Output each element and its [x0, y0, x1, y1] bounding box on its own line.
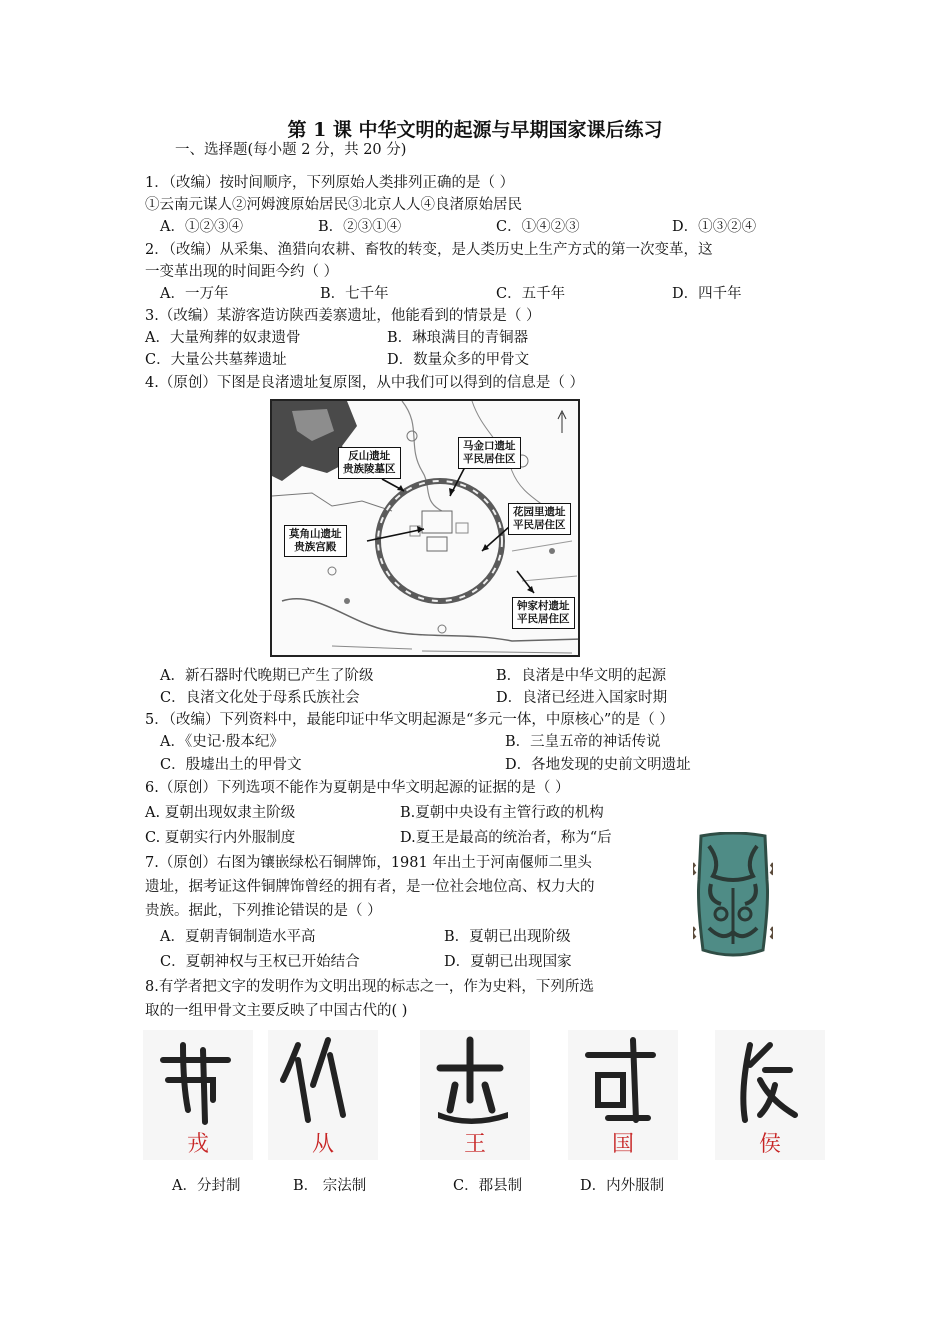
q4-option-d[interactable]: D．良渚已经进入国家时期 — [496, 690, 668, 706]
oracle-glyph-cong — [268, 1030, 378, 1160]
glyph-caption-cong: 从 — [311, 1132, 334, 1157]
q4-option-a[interactable]: A．新石器时代晚期已产生了阶级 — [160, 668, 374, 684]
map-label-zhongjiacun: 钟家村遗址 平民居住区 — [512, 597, 575, 629]
q8-option-a[interactable]: A．分封制 — [172, 1178, 241, 1194]
glyph-caption-hou: 侯 — [758, 1132, 781, 1157]
q7-option-a[interactable]: A．夏朝青铜制造水平高 — [160, 929, 316, 945]
q2-option-a[interactable]: A．一万年 — [160, 286, 229, 302]
q6-option-b[interactable]: B.夏朝中央设有主管行政的机构 — [400, 805, 604, 821]
glyph-caption-rong: 戎 — [186, 1132, 209, 1157]
q7-stem-line3: 贵族。据此，下列推论错误的是（ ） — [145, 903, 382, 919]
section-heading: 一、选择题(每小题 2 分，共 20 分) — [175, 142, 407, 158]
glyph-caption-guo: 国 — [611, 1132, 634, 1157]
q8-option-d[interactable]: D．内外服制 — [580, 1178, 665, 1194]
oracle-glyph-guo — [568, 1030, 678, 1160]
q2-option-d[interactable]: D．四千年 — [672, 286, 742, 302]
q5-stem: 5．（改编）下列资料中，最能印证中华文明起源是“多元一体，中原核心”的是（ ） — [145, 712, 674, 728]
q4-stem: 4.（原创）下图是良渚遗址复原图，从中我们可以得到的信息是（ ） — [145, 375, 584, 391]
q5-option-b[interactable]: B．三皇五帝的神话传说 — [505, 734, 661, 750]
q1-option-b[interactable]: B．②③①④ — [318, 219, 402, 235]
q3-option-a[interactable]: A．大量殉葬的奴隶遗骨 — [145, 330, 301, 346]
q7-stem-line1: 7.（原创）右图为镶嵌绿松石铜牌饰，1981 年出土于河南偃师二里头 — [145, 855, 592, 871]
map-label-fanshan: 反山遗址 贵族陵墓区 — [338, 447, 401, 479]
q7-option-b[interactable]: B．夏朝已出现阶级 — [444, 929, 571, 945]
q1-option-a[interactable]: A．①②③④ — [160, 219, 243, 235]
q7-stem-line2: 遗址，据考证这件铜牌饰曾经的拥有者，是一位社会地位高、权力大的 — [145, 879, 595, 895]
q8-option-b[interactable]: B． 宗法制 — [293, 1178, 367, 1194]
oracle-glyph-wang — [420, 1030, 530, 1160]
q6-option-d[interactable]: D.夏王是最高的统治者，称为“后 — [400, 830, 612, 846]
page-title: 第 1 课 中华文明的起源与早期国家课后练习 — [287, 119, 663, 141]
map-label-huayuanli: 花园里遗址 平民居住区 — [508, 503, 571, 535]
q4-option-c[interactable]: C．良渚文化处于母系氏族社会 — [160, 690, 360, 706]
q1-option-d[interactable]: D．①③②④ — [672, 219, 757, 235]
q3-option-b[interactable]: B．琳琅满目的青铜器 — [387, 330, 529, 346]
q5-option-c[interactable]: C．殷墟出土的甲骨文 — [160, 757, 302, 773]
oracle-glyph-hou — [715, 1030, 825, 1160]
q1-option-c[interactable]: C．①④②③ — [496, 219, 580, 235]
liangzhu-map — [270, 399, 580, 657]
glyph-caption-wang: 王 — [463, 1132, 486, 1157]
q1-items: ①云南元谋人②河姆渡原始居民③北京人人④良渚原始居民 — [145, 197, 522, 213]
oracle-glyph-rong — [143, 1030, 253, 1160]
q2-option-c[interactable]: C．五千年 — [496, 286, 566, 302]
q2-stem-line1: 2．（改编）从采集、渔猎向农耕、畜牧的转变，是人类历史上生产方式的第一次变革，这 — [145, 242, 713, 258]
q3-option-c[interactable]: C．大量公共墓葬遗址 — [145, 352, 287, 368]
q5-option-a[interactable]: A．《史记·殷本纪》 — [160, 734, 284, 750]
q4-option-b[interactable]: B．良渚是中华文明的起源 — [496, 668, 667, 684]
q1-stem: 1．（改编）按时间顺序，下列原始人类排列正确的是（ ） — [145, 175, 515, 191]
q8-stem-line1: 8.有学者把文字的发明作为文明出现的标志之一，作为史料，下列所选 — [145, 979, 594, 995]
q6-option-c[interactable]: C. 夏朝实行内外服制度 — [145, 830, 296, 846]
q3-option-d[interactable]: D．数量众多的甲骨文 — [387, 352, 530, 368]
q6-option-a[interactable]: A. 夏朝出现奴隶主阶级 — [145, 805, 296, 821]
map-label-mojiaoshan: 莫角山遗址 贵族宫殿 — [284, 525, 347, 557]
map-label-majinkou: 马金口遗址 平民居住区 — [458, 437, 521, 469]
q7-option-d[interactable]: D．夏朝已出现国家 — [444, 954, 572, 970]
q8-option-c[interactable]: C．郡县制 — [453, 1178, 523, 1194]
q5-option-d[interactable]: D．各地发现的史前文明遗址 — [505, 757, 691, 773]
q2-option-b[interactable]: B．七千年 — [320, 286, 389, 302]
q7-option-c[interactable]: C．夏朝神权与王权已开始结合 — [160, 954, 360, 970]
q6-stem: 6.（原创）下列选项不能作为夏朝是中华文明起源的证据的是（ ） — [145, 780, 570, 796]
q2-stem-line2: 一变革出现的时间距今约（ ） — [145, 264, 339, 280]
q3-stem: 3.（改编）某游客造访陕西姜寨遗址，他能看到的情景是（ ） — [145, 308, 541, 324]
turquoise-bronze-plaque-image — [693, 832, 773, 972]
q8-stem-line2: 取的一组甲骨文主要反映了中国古代的( ) — [145, 1003, 408, 1019]
